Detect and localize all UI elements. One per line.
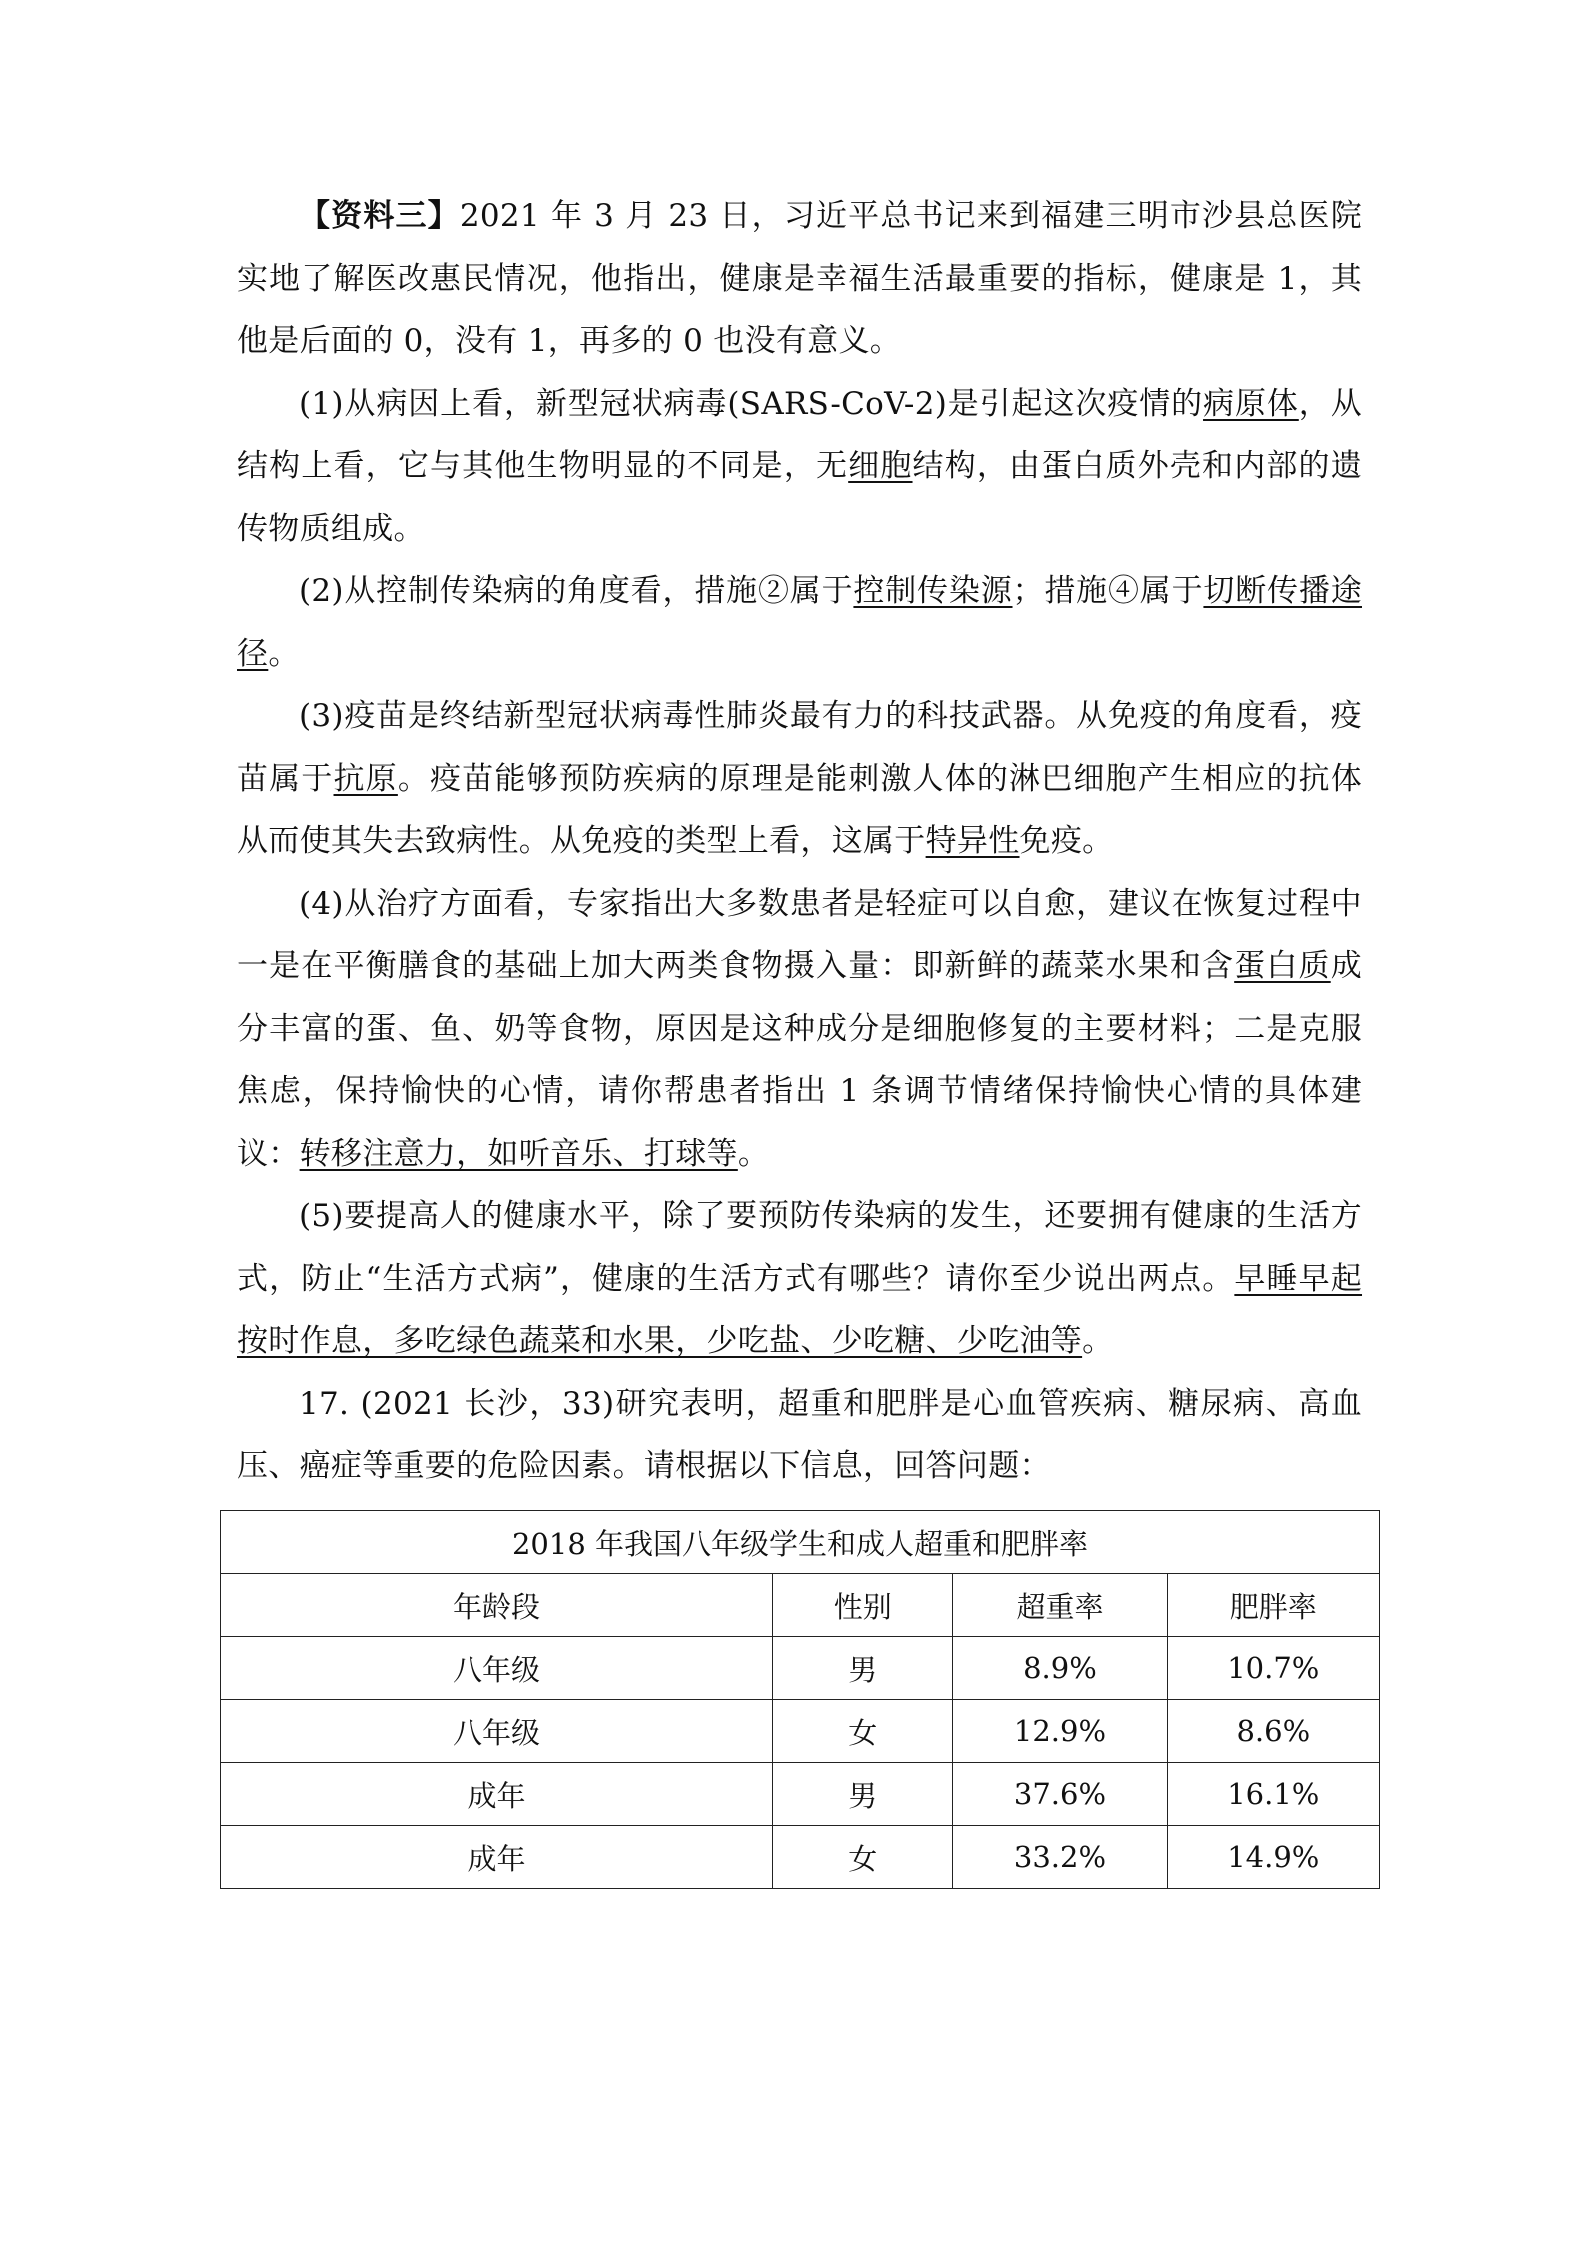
table-row <box>221 1763 1380 1826</box>
material-three-paragraph <box>237 185 1362 373</box>
header-gender: 性别 <box>773 1574 953 1637</box>
table-row <box>221 1700 1380 1763</box>
q1-answer-2: 细胞 <box>848 448 913 484</box>
q2-answer-1: 控制传染源 <box>853 573 1013 609</box>
table-cell: 成年 <box>221 1826 773 1889</box>
header-obesity-rate: 肥胖率 <box>1167 1574 1379 1637</box>
table-cell: 男 <box>773 1763 953 1826</box>
table-cell: 八年级 <box>221 1637 773 1700</box>
question-2 <box>237 560 1362 685</box>
q2-text-1: (2)从控制传染病的角度看，措施②属于 <box>299 573 854 609</box>
q3-text-1: (3)疫苗是终结新型冠状病毒性肺炎最有力的科技武器。从免疫的角度看，疫苗属于 <box>237 698 1362 797</box>
q4-answer-2: 转移注意力，如听音乐、打球等 <box>299 1135 738 1172</box>
q3-answer-2: 特异性 <box>925 823 1020 859</box>
q4-text-1: (4)从治疗方面看，专家指出大多数患者是轻症可以自愈，建议在恢复过程中一是在平衡膳食的基础上加大两类食物摄入量：即新鲜的蔬菜水果和含 <box>237 885 1362 984</box>
table-cell: 10.7% <box>1167 1637 1379 1700</box>
material-text: 2021 年 3 月 23 日，习近平总书记来到福建三明市沙县总医院实地了解医改惠民情况，他指出，健康是幸福生活最重要的指标，健康是 1，其他是后面的 0，没有 1，再多的 0 也没有意义。 <box>237 198 1363 359</box>
q1-text-1: (1)从病因上看，新型冠状病毒(SARS-CoV-2)是引起这次疫情的 <box>299 385 1204 422</box>
question-4 <box>237 873 1362 1186</box>
header-overweight-rate: 超重率 <box>953 1574 1167 1637</box>
q2-text-2: ；措施④属于 <box>1012 573 1204 609</box>
table-cell: 12.9% <box>953 1700 1167 1763</box>
question-5 <box>237 1185 1362 1373</box>
table-cell: 8.6% <box>1167 1700 1379 1763</box>
overweight-obesity-table <box>220 1510 1380 1889</box>
q2-text-3: 。 <box>268 635 300 672</box>
q1-answer-1: 病原体 <box>1203 385 1299 422</box>
table-cell: 16.1% <box>1167 1763 1379 1826</box>
table-cell: 33.2% <box>953 1826 1167 1889</box>
table-row <box>221 1826 1380 1889</box>
table-title: 2018 年我国八年级学生和成人超重和肥胖率 <box>221 1511 1380 1574</box>
document-body <box>237 185 1362 1498</box>
table-cell: 女 <box>773 1826 953 1889</box>
table-cell: 8.9% <box>953 1637 1167 1700</box>
table-header-row <box>221 1574 1380 1637</box>
question-1 <box>237 373 1362 561</box>
q3-answer-1: 抗原 <box>333 760 398 797</box>
q4-answer-1: 蛋白质 <box>1234 948 1331 984</box>
q1-text-3: 结构，由蛋白质外壳和内部的遗传物质组成。 <box>237 448 1363 547</box>
q4-text-2: 成分丰富的蛋、鱼、奶等食物，原因是这种成分是细胞修复的主要材料；二是克服焦虑，保持愉快的心情，请你帮患者指出 1 条调节情绪保持愉快心情的具体建议： <box>237 948 1363 1172</box>
table-cell: 男 <box>773 1637 953 1700</box>
question-3 <box>237 685 1362 873</box>
table-cell: 女 <box>773 1700 953 1763</box>
table-cell: 37.6% <box>953 1763 1167 1826</box>
question-17: 17. (2021 长沙，33)研究表明，超重和肥胖是心血管疾病、糖尿病、高血压、癌症等重要的危险因素。请根据以下信息，回答问题： <box>237 1385 1362 1484</box>
q5-text-2: 。 <box>1082 1323 1114 1359</box>
material-label: 【资料三】 <box>299 198 460 234</box>
table-title-row <box>221 1511 1380 1574</box>
table-cell: 成年 <box>221 1763 773 1826</box>
table-cell: 八年级 <box>221 1700 773 1763</box>
q4-text-3: 。 <box>737 1135 770 1172</box>
header-age-group: 年龄段 <box>221 1574 773 1637</box>
table-row <box>221 1637 1380 1700</box>
q5-answer-1: 早睡早起按时作息，多吃绿色蔬菜和水果，少吃盐、少吃糖、少吃油等 <box>237 1260 1363 1359</box>
table-cell: 14.9% <box>1167 1826 1379 1889</box>
q1-text-2: ，从结构上看，它与其他生物明显的不同是，无 <box>237 385 1362 484</box>
q2-answer-2: 切断传播途径 <box>237 573 1362 672</box>
q3-text-3: 免疫。 <box>1019 823 1114 859</box>
q5-text-1: (5)要提高人的健康水平，除了要预防传染病的发生，还要拥有健康的生活方式，防止“生活方式病”，健康的生活方式有哪些？请你至少说出两点。 <box>237 1198 1362 1297</box>
q3-text-2: 。疫苗能够预防疾病的原理是能刺激人体的淋巴细胞产生相应的抗体从而使其失去致病性。从免疫的类型上看，这属于 <box>237 760 1363 859</box>
